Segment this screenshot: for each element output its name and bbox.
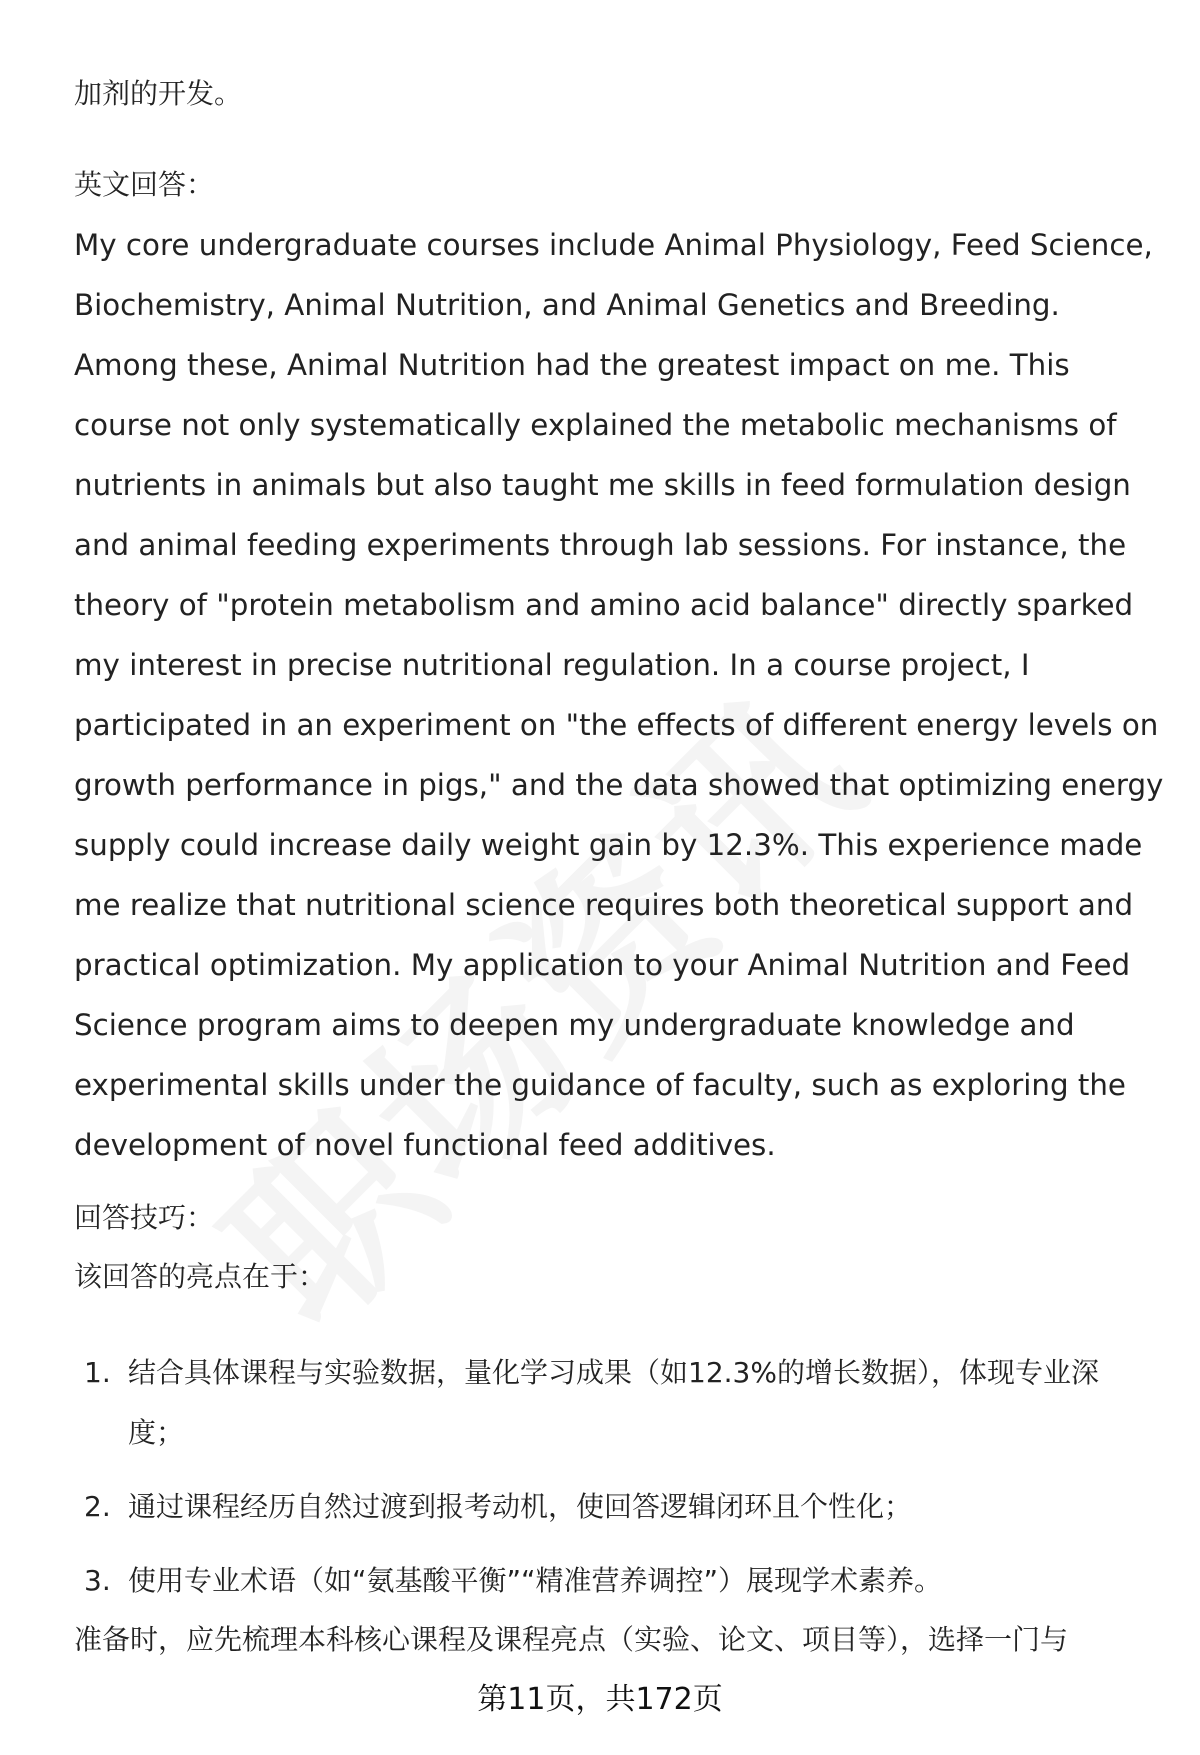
list-item: [74, 1343, 1154, 1463]
english-answer-paragraph: My core undergraduate courses include Animal Physiology, Feed Science, Biochemistry, Animal Nutrition, and Animal Genetics and Breeding. Among these, Animal Nutrition had the greatest impact on me. This course not only systematically explained the metabolic mechanisms of nutrients in animals but also taught me skills in feed formulation design and animal feeding experiments through lab sessions. For instance, the theory of "protein metabolism and amino acid balance" directly sparked my interest in precise nutritional regulation. In a course project, I participated in an experiment on "the effects of different energy levels on growth performance in pigs," and the data showed that optimizing energy supply could increase daily weight gain by 12.3%. This experience made me realize that nutritional science requires both theoretical support and practical optimization. My application to your Animal Nutrition and Feed Science program aims to deepen my undergraduate knowledge and experimental skills under the guidance of faculty, such as exploring the development of novel functional feed additives.: [74, 228, 1164, 1162]
list-item-text: 使用专业术语（如“氨基酸平衡”“精准营养调控”）展现学术素养。: [128, 1564, 943, 1597]
list-item: [74, 1477, 1154, 1537]
page-number-footer: 第11页，共172页: [477, 1682, 723, 1717]
continued-paragraph: 加剂的开发。: [74, 77, 243, 110]
list-item-number: 1.: [84, 1356, 111, 1389]
preparation-paragraph: 准备时，应先梳理本科核心课程及课程亮点（实验、论文、项目等），选择一门与: [74, 1623, 1069, 1656]
english-answer-label: 英文回答：: [74, 168, 215, 201]
tips-label: 回答技巧：: [74, 1201, 215, 1234]
list-item-number: 2.: [84, 1490, 111, 1523]
highlights-list: [74, 1343, 1154, 1625]
list-item-number: 3.: [84, 1564, 111, 1597]
highlights-label: 该回答的亮点在于：: [74, 1260, 327, 1293]
list-item-text: 结合具体课程与实验数据，量化学习成果（如12.3%的增长数据），体现专业深度；: [128, 1356, 1099, 1449]
list-item: [74, 1551, 1154, 1611]
list-item-text: 通过课程经历自然过渡到报考动机，使回答逻辑闭环且个性化；: [128, 1490, 913, 1523]
